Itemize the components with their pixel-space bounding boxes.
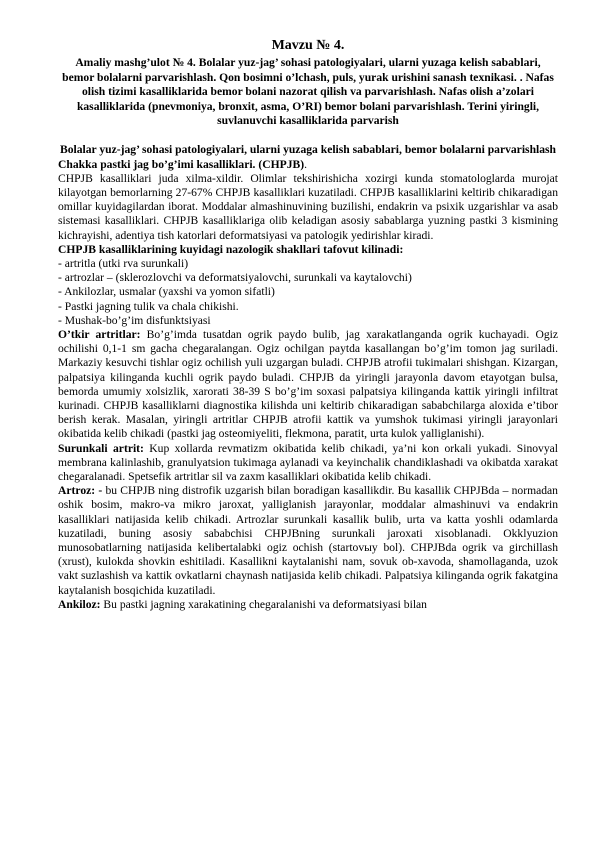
- arthrosis-text: bu CHPJB ning distrofik uzgarish bilan boradigan kasallikdir. Bu kasallik CHPJBda – normadan oshik bosim, makro-va mikro jaroxat, yalliglanish jarayonlar, moddalar almashinuvi va endakrin kasalliklari natijasida kelib chikadi. Artrozlar surunkali kasallik bulib, urta va katta yoshli odamlarda kuzatiladi, buning asosiy sababchisi CHPJBning surunkali jaroxati xisoblanadi. Okklyuzion munosobatlarning natijasida kelibertalabki ogiz ochish (startovыy bol). CHPJBda ogrik va girchillash (xrust), kulokda shovkin eshitiladi. Kasallikni kaytalanishi nam, sovuk ob-xavoda, shamollaganda, uzok vakt suzlashish va kattik ovkatlarni chaynash natijasida kelib chikadi. Palpatsiya kilinganda ogrik fakatgina kaytalanish bosqichida kuzatiladi.: [58, 484, 558, 597]
- ankylosis-label: Ankiloz:: [58, 597, 101, 611]
- list-item: - Ankilozlar, usmalar (yaxshi va yomon sifatli): [58, 285, 275, 299]
- acute-arthritis-label: O’tkir artritlar:: [58, 328, 141, 341]
- lesson-header: Amaliy mashg’ulot № 4. Bolalar yuz-jag’ sohasi patologiyalari, ularni yuzaga kelish sabablari, bemor bolalarni parvarishlash. Qon bosimni o’lchash, puls, yurak urishini sanash texnikasi. . Nafas olish tizimi kasalliklarida bemor bolani nazorat qilish va parvarishlash. Nafas olish a’zolari kasalliklarida (pnevmoniya, bronxit, asma, O’RI) bemor bolani parvarishlash. Terini yiringli, suvlanuvchi kasalliklarida parvarish: [62, 56, 554, 128]
- section-title: Bolalar yuz-jag’ sohasi patologiyalari, ularni yuzaga kelish sabablari, bemor bolalarni parvarishlash: [59, 142, 556, 156]
- list-item: - artritla (utki rva surunkali): [58, 256, 189, 270]
- chpjb-heading-bold: Chakka pastki jag bo’g’imi kasalliklari. (CHPJB): [58, 157, 305, 171]
- chpjb-paragraph: CHPJB kasalliklari juda xilma-xildir. Olimlar tekshirishicha xozirgi kunda stomatologlarda murojat kilayotgan bemorlarning 27-67% CHPJB kasalliklari kuzatiladi. CHPJB kasalliklarini keltirib chikaradigan omillar kuyidagilardan iborat. Moddalar almashinuvining buzilishi, endakrin va psixik uzgarishlar va asab sistemasi kasalliklari. CHPJB kasalliklariga olib keladigan asosiy sabablarga yuzning pastki 3 kismining kichrayishi, adentiya tish katorlari deformatsiyasi va patologik yedirishlar kiradi.: [58, 171, 558, 242]
- chpjb-heading-tail: .: [304, 157, 307, 171]
- list-item: - artrozlar – (sklerozlovchi va deformatsiyalovchi, surunkali va kaytalovchi): [58, 271, 412, 285]
- ankylosis-text: Bu pastki jagning xarakatining chegaralanishi va deformatsiyasi bilan: [100, 597, 427, 611]
- document-body: [58, 38, 558, 612]
- acute-arthritis-text: Bo’g’imda tusatdan ogrik paydo bulib, jag xarakatlanganda ogrik kuchayadi. Ogiz ochilishi 0,1-1 sm gacha chegaralangan. Ogiz ochilgan paytda kasallangan bo’g’im tomon jag suriladi. Markaziy kesuvchi tishlar ogiz ochilish yuli uzgargan buladi. CHPJB atrofii tukimalari shishgan. Kizargan, palpatsiya kilinganda kuchli ogrik paydo buladi. CHPJB da yiringli jarayonla davom etayotgan bulsa, bemorda umumiy xolsizlik, xarorati 38-39 S bo’g’im soxasi palpatsiya kilinganda kattik yiringli infiltrat kurinadi. CHPJB kasalliklarni diagnostika kilishda uni keltirib chikaradigan sababchilarga aloxida e’tibor berish kerak. Masalan, yiringli artritlar CHPJB atrofii kattik va yumshok tukimasi yiringli jarayonlari okibatida kelib chikadi (pastki jag osteomiyeliti, flekmona, paratit, urta kulok yalliglanishi).: [58, 328, 558, 441]
- chpjb-heading: [58, 158, 558, 172]
- spacer: [58, 129, 558, 143]
- chronic-arthritis-label: Surunkali artrit:: [58, 441, 144, 455]
- arthrosis-paragraph: [58, 484, 558, 598]
- chronic-arthritis-text: Kup xollarda revmatizm okibatida kelib chikadi, ya’ni kon orkali yukadi. Sinovyal membrana kalinlashib, granulyatsion tukimaga aylanadi va keyinchalik chandiklashadi va okibatda xarakat chegaralanadi. Spetsefik artritlar sil va zaxm kasalliklari okibatida kelib chikadi.: [58, 441, 558, 484]
- list-item: - Pastki jagning tulik va chala chikishi.: [58, 299, 239, 313]
- acute-arthritis-paragraph: [58, 328, 558, 442]
- arthrosis-label: Artroz: -: [58, 484, 103, 498]
- document-title: Mavzu № 4.: [271, 38, 345, 53]
- ankylosis-paragraph: [58, 598, 558, 612]
- forms-heading: CHPJB kasalliklarining kuyidagi nazologik shakllari tafovut kilinadi:: [58, 242, 404, 256]
- chronic-arthritis-paragraph: [58, 442, 558, 485]
- list-item: - Mushak-bo’g’im disfunktsiyasi: [58, 313, 211, 327]
